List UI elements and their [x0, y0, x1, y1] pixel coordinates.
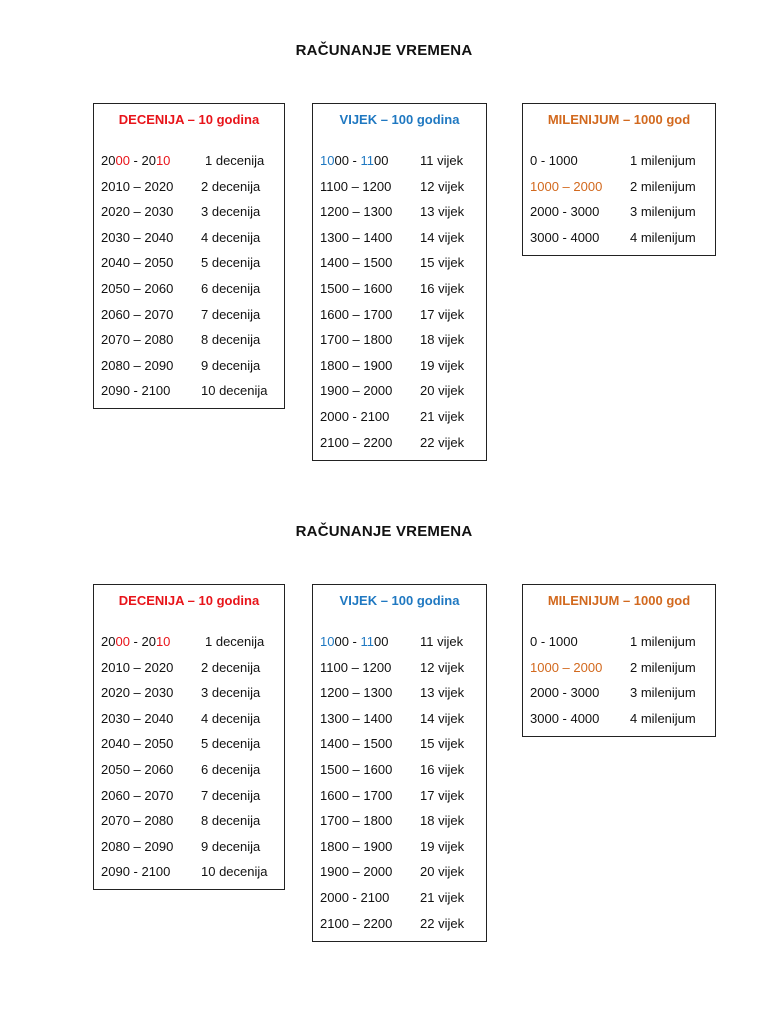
decade-heading: DECENIJA – 10 godina [118, 593, 260, 608]
century-range: 1500 – 1600 [320, 280, 393, 296]
century-row [313, 706, 486, 732]
millennium-row [523, 680, 715, 706]
century-row [313, 404, 486, 430]
century-range: 1900 – 2000 [320, 864, 393, 880]
century-range: 1900 – 2000 [320, 383, 393, 399]
decade-table [93, 584, 285, 890]
century-label: 21 vijek [420, 408, 465, 424]
millennium-label: 2 milenijum [630, 659, 696, 675]
millennium-label: 4 milenijum [630, 710, 696, 726]
decade-table [93, 103, 285, 409]
millennium-label: 2 milenijum [630, 178, 696, 194]
century-range: 1800 – 1900 [320, 838, 393, 854]
century-range: 1600 – 1700 [320, 787, 393, 803]
millennium-range: 0 - 1000 [530, 634, 578, 649]
century-row [313, 655, 486, 681]
millennium-row [523, 629, 715, 655]
millennium-range: 3000 - 4000 [530, 229, 600, 245]
century-row [313, 629, 486, 655]
decade-row [94, 655, 284, 681]
millennium-row [523, 174, 715, 200]
century-row [313, 276, 486, 302]
decade-label: 7 decenija [201, 306, 261, 322]
century-label: 13 vijek [420, 204, 465, 220]
decade-row [94, 378, 284, 404]
decade-row [94, 706, 284, 732]
century-label: 17 vijek [420, 306, 465, 322]
decade-label: 4 decenija [201, 229, 261, 245]
decade-range: 2030 – 2040 [101, 710, 174, 726]
decade-label: 5 decenija [201, 255, 261, 271]
decade-row [94, 302, 284, 328]
millennium-label: 4 milenijum [630, 229, 696, 245]
century-range: 1200 – 1300 [320, 204, 393, 220]
century-label: 22 vijek [420, 434, 465, 450]
decade-row [94, 783, 284, 809]
decade-range: 2020 – 2030 [101, 685, 174, 701]
century-row [313, 783, 486, 809]
century-label: 12 vijek [420, 178, 465, 194]
millennium-range: 0 - 1000 [530, 153, 578, 168]
century-row [313, 911, 486, 937]
century-range: 1100 – 1200 [320, 178, 392, 194]
decade-row [94, 680, 284, 706]
century-range: 1800 – 1900 [320, 357, 393, 373]
millennium-row [523, 199, 715, 225]
century-label: 12 vijek [420, 659, 465, 675]
millennium-range: 2000 - 3000 [530, 204, 600, 220]
page-title: RAČUNANJE VREMENA [295, 523, 473, 540]
decade-label: 8 decenija [201, 813, 261, 829]
century-label: 15 vijek [420, 736, 465, 752]
century-heading: VIJEK – 100 godina [339, 112, 460, 127]
decade-label: 2 decenija [201, 178, 261, 194]
century-label: 19 vijek [420, 838, 465, 854]
century-label: 14 vijek [420, 229, 465, 245]
century-range: 1100 – 1200 [320, 659, 392, 675]
century-row [313, 225, 486, 251]
decade-label: 7 decenija [201, 787, 261, 803]
millennium-heading: MILENIJUM – 1000 god [547, 112, 691, 127]
decade-label: 5 decenija [201, 736, 261, 752]
century-range: 1000 - 1100 [320, 634, 389, 649]
century-range: 1200 – 1300 [320, 685, 393, 701]
decade-range: 2080 – 2090 [101, 838, 174, 854]
century-label: 15 vijek [420, 255, 465, 271]
century-label: 17 vijek [420, 787, 465, 803]
millennium-row [523, 225, 715, 251]
decade-range: 2090 - 2100 [101, 383, 171, 399]
century-label: 19 vijek [420, 357, 465, 373]
century-label: 18 vijek [420, 813, 465, 829]
decade-range: 2000 - 2010 [101, 634, 171, 649]
century-row [313, 302, 486, 328]
millennium-label: 3 milenijum [630, 685, 696, 701]
millennium-row [523, 148, 715, 174]
century-row [313, 148, 486, 174]
decade-row [94, 174, 284, 200]
decade-row [94, 225, 284, 251]
century-range: 1300 – 1400 [320, 710, 393, 726]
century-row [313, 199, 486, 225]
decade-row [94, 834, 284, 860]
decade-row [94, 276, 284, 302]
millennium-table [522, 103, 716, 256]
decade-row [94, 148, 284, 174]
decade-row [94, 757, 284, 783]
decade-label: 2 decenija [201, 659, 261, 675]
decade-row [94, 859, 284, 885]
decade-label: 9 decenija [201, 357, 261, 373]
decade-range: 2030 – 2040 [101, 229, 174, 245]
millennium-table [522, 584, 716, 737]
century-range: 1600 – 1700 [320, 306, 393, 322]
decade-range: 2080 – 2090 [101, 357, 174, 373]
century-row [313, 859, 486, 885]
decade-label: 4 decenija [201, 710, 261, 726]
time-calc-section-1 [0, 0, 768, 480]
decade-range: 2040 – 2050 [101, 255, 174, 271]
century-row [313, 731, 486, 757]
decade-row [94, 731, 284, 757]
century-label: 14 vijek [420, 710, 465, 726]
decade-label: 10 decenija [201, 864, 268, 880]
time-calc-section-2 [0, 481, 768, 961]
decade-row [94, 327, 284, 353]
decade-range: 2050 – 2060 [101, 280, 174, 296]
decade-heading: DECENIJA – 10 godina [118, 112, 260, 127]
millennium-range: 3000 - 4000 [530, 710, 600, 726]
decade-range: 2020 – 2030 [101, 204, 174, 220]
decade-range: 2000 - 2010 [101, 153, 171, 168]
decade-range: 2070 – 2080 [101, 813, 174, 829]
century-label: 18 vijek [420, 332, 465, 348]
decade-range: 2010 – 2020 [101, 178, 174, 194]
century-label: 20 vijek [420, 383, 465, 399]
decade-range: 2060 – 2070 [101, 306, 174, 322]
century-row [313, 808, 486, 834]
decade-row [94, 250, 284, 276]
millennium-range: 1000 – 2000 [530, 178, 603, 194]
century-row [313, 327, 486, 353]
millennium-range: 1000 – 2000 [530, 659, 603, 675]
century-range: 2000 - 2100 [320, 408, 390, 424]
century-range: 1000 - 1100 [320, 153, 389, 168]
decade-label: 1 decenija [205, 634, 265, 649]
decade-range: 2090 - 2100 [101, 864, 171, 880]
millennium-row [523, 706, 715, 732]
millennium-heading: MILENIJUM – 1000 god [547, 593, 691, 608]
decade-label: 6 decenija [201, 280, 261, 296]
century-label: 21 vijek [420, 889, 465, 905]
decade-row [94, 353, 284, 379]
century-row [313, 885, 486, 911]
decade-range: 2060 – 2070 [101, 787, 174, 803]
decade-range: 2010 – 2020 [101, 659, 174, 675]
decade-label: 9 decenija [201, 838, 261, 854]
century-heading: VIJEK – 100 godina [339, 593, 460, 608]
century-row [313, 378, 486, 404]
decade-label: 1 decenija [205, 153, 265, 168]
century-row [313, 680, 486, 706]
millennium-range: 2000 - 3000 [530, 685, 600, 701]
century-label: 11 vijek [420, 153, 464, 168]
decade-label: 3 decenija [201, 204, 261, 220]
century-row [313, 757, 486, 783]
century-range: 2000 - 2100 [320, 889, 390, 905]
century-label: 16 vijek [420, 280, 465, 296]
century-range: 1700 – 1800 [320, 332, 393, 348]
decade-label: 8 decenija [201, 332, 261, 348]
millennium-label: 1 milenijum [630, 153, 696, 168]
century-range: 2100 – 2200 [320, 434, 393, 450]
decade-label: 3 decenija [201, 685, 261, 701]
century-table [312, 584, 487, 942]
decade-range: 2040 – 2050 [101, 736, 174, 752]
millennium-label: 1 milenijum [630, 634, 696, 649]
page-title: RAČUNANJE VREMENA [295, 42, 473, 59]
century-label: 22 vijek [420, 915, 465, 931]
century-label: 20 vijek [420, 864, 465, 880]
century-row [313, 250, 486, 276]
century-range: 1500 – 1600 [320, 761, 393, 777]
century-label: 13 vijek [420, 685, 465, 701]
decade-label: 10 decenija [201, 383, 268, 399]
decade-row [94, 199, 284, 225]
century-range: 2100 – 2200 [320, 915, 393, 931]
century-row [313, 430, 486, 456]
decade-row [94, 808, 284, 834]
century-range: 1700 – 1800 [320, 813, 393, 829]
decade-range: 2070 – 2080 [101, 332, 174, 348]
century-row [313, 834, 486, 860]
century-range: 1400 – 1500 [320, 255, 393, 271]
millennium-row [523, 655, 715, 681]
century-row [313, 353, 486, 379]
century-label: 11 vijek [420, 634, 464, 649]
century-label: 16 vijek [420, 761, 465, 777]
century-range: 1400 – 1500 [320, 736, 393, 752]
decade-range: 2050 – 2060 [101, 761, 174, 777]
decade-label: 6 decenija [201, 761, 261, 777]
century-table [312, 103, 487, 461]
decade-row [94, 629, 284, 655]
century-range: 1300 – 1400 [320, 229, 393, 245]
century-row [313, 174, 486, 200]
millennium-label: 3 milenijum [630, 204, 696, 220]
